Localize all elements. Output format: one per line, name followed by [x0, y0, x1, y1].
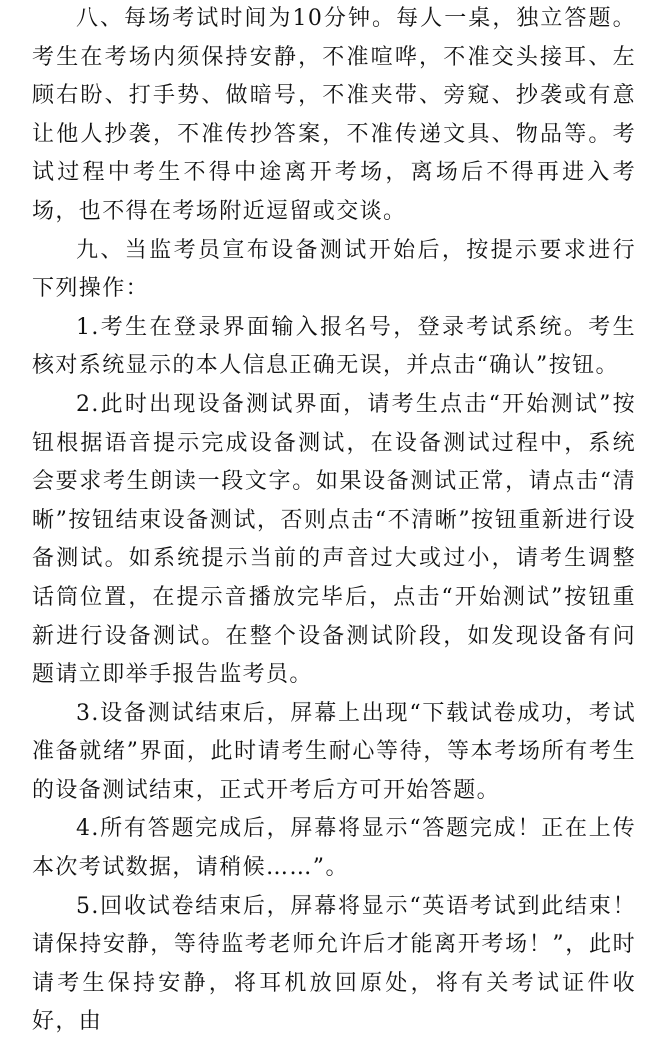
paragraph-step-3: 3.设备测试结束后，屏幕上出现“下载试卷成功，考试准备就绪”界面，此时请考生耐心等待，等本考场所有考生的设备测试结束，正式开考后方可开始答题。 — [32, 700, 636, 803]
paragraph-step-1: 1.考生在登录界面输入报名号，登录考试系统。考生核对系统显示的本人信息正确无误，并点击“确认”按钮。 — [32, 314, 636, 379]
document-page — [32, 0, 636, 1035]
paragraph-step-4: 4.所有答题完成后，屏幕将显示“答题完成！正在上传本次考试数据，请稍候……”。 — [32, 816, 636, 881]
paragraph-rule-8: 八、每场考试时间为10分钟。每人一桌，独立答题。考生在考场内须保持安静，不准喧哗，不准交头接耳、左顾右盼、打手势、做暗号，不准夹带、旁窥、抄袭或有意让他人抄袭，不准传抄答案，不准传递文具、物品等。考试过程中考生不得中途离开考场，离场后不得再进入考场，也不得在考场附近逗留或交谈。 — [32, 6, 636, 224]
paragraph-step-2: 2.此时出现设备测试界面，请考生点击“开始测试”按钮根据语音提示完成设备测试，在设备测试过程中，系统会要求考生朗读一段文字。如果设备测试正常，请点击“清晰”按钮结束设备测试，否则点击“不清晰”按钮重新进行设备测试。如系统提示当前的声音过大或过小，请考生调整话筒位置，在提示音播放完毕后，点击“开始测试”按钮重新进行设备测试。在整个设备测试阶段，如发现设备有问题请立即举手报告监考员。 — [32, 391, 636, 688]
paragraph-step-5: 5.回收试卷结束后，屏幕将显示“英语考试到此结束！请保持安静，等待监考老师允许后才能离开考场！”，此时请考生保持安静，将耳机放回原处，将有关考试证件收好，由 — [32, 893, 636, 1035]
paragraph-rule-9: 九、当监考员宣布设备测试开始后，按提示要求进行下列操作： — [32, 237, 636, 302]
